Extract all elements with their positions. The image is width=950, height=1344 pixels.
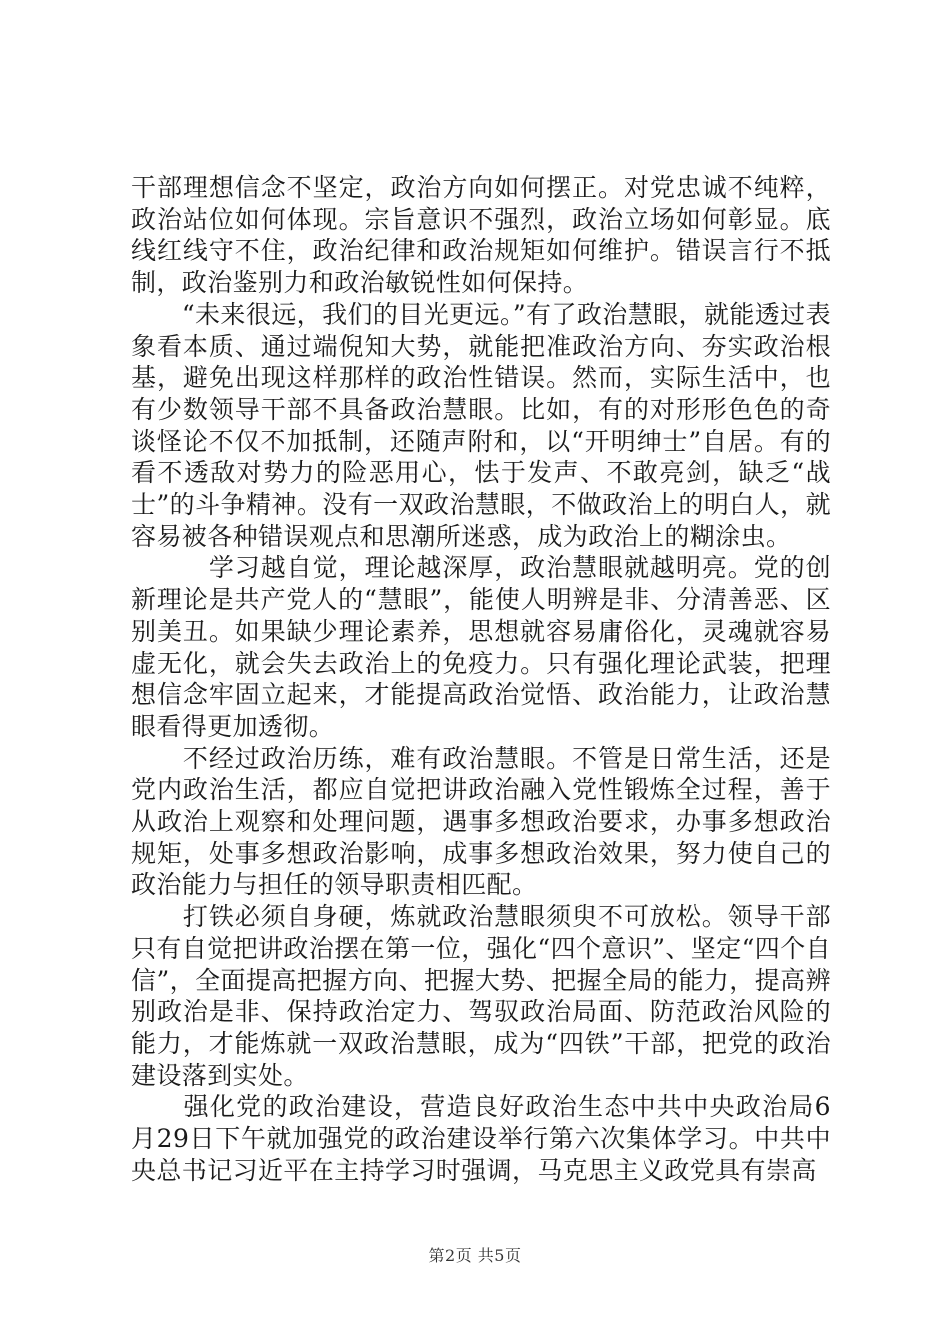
paragraph-5: 打铁必须自身硬，炼就政治慧眼须臾不可放松。领导干部只有自觉把讲政治摆在第一位，强化“四个意识”、坚定“四个自信”，全面提高把握方向、把握大势、把握全局的能力，提高辨别政治是非、保持政治定力、驾驭政治局面、防范政治风险的能力，才能炼就一双政治慧眼，成为“四铁”干部，把党的政治建设落到实处。 <box>131 902 831 1090</box>
page-number-footer: 第2页 共5页 <box>428 1246 522 1265</box>
paragraph-1: 干部理想信念不坚定，政治方向如何摆正。对党忠诚不纯粹，政治站位如何体现。宗旨意识不强烈，政治立场如何彰显。底线红线守不住，政治纪律和政治规矩如何维护。错误言行不抵制，政治鉴别力和政治敏锐性如何保持。 <box>131 173 831 298</box>
document-body <box>131 172 831 1187</box>
paragraph-6: 强化党的政治建设，营造良好政治生态中共中央政治局6月29日下午就加强党的政治建设举行第六次集体学习。中共中央总书记习近平在主持学习时强调，马克思主义政党具有崇高 <box>131 1092 831 1185</box>
paragraph-3: 学习越自觉，理论越深厚，政治慧眼就越明亮。党的创新理论是共产党人的“慧眼”，能使人明辨是非、分清善恶、区别美丑。如果缺少理论素养，思想就容易庸俗化，灵魂就容易虚无化，就会失去政治上的免疫力。只有强化理论武装，把理想信念牢固立起来，才能提高政治觉悟、政治能力，让政治慧眼看得更加透彻。 <box>131 553 831 741</box>
paragraph-2: “未来很远，我们的目光更远。”有了政治慧眼，就能透过表象看本质、通过端倪知大势，就能把准政治方向、夯实政治根基，避免出现这样那样的政治性错误。然而，实际生活中，也有少数领导干部不具备政治慧眼。比如，有的对形形色色的奇谈怪论不仅不加抵制，还随声附和，以“开明绅士”自居。有的看不透敌对势力的险恶用心，怯于发声、不敢亮剑，缺乏“战士”的斗争精神。没有一双政治慧眼，不做政治上的明白人，就容易被各种错误观点和思潮所迷惑，成为政治上的糊涂虫。 <box>131 299 831 551</box>
paragraph-4: 不经过政治历练，难有政治慧眼。不管是日常生活，还是党内政治生活，都应自觉把讲政治融入党性锻炼全过程，善于从政治上观察和处理问题，遇事多想政治要求，办事多想政治规矩，处事多想政治影响，成事多想政治效果，努力使自己的政治能力与担任的领导职责相匹配。 <box>131 743 831 900</box>
